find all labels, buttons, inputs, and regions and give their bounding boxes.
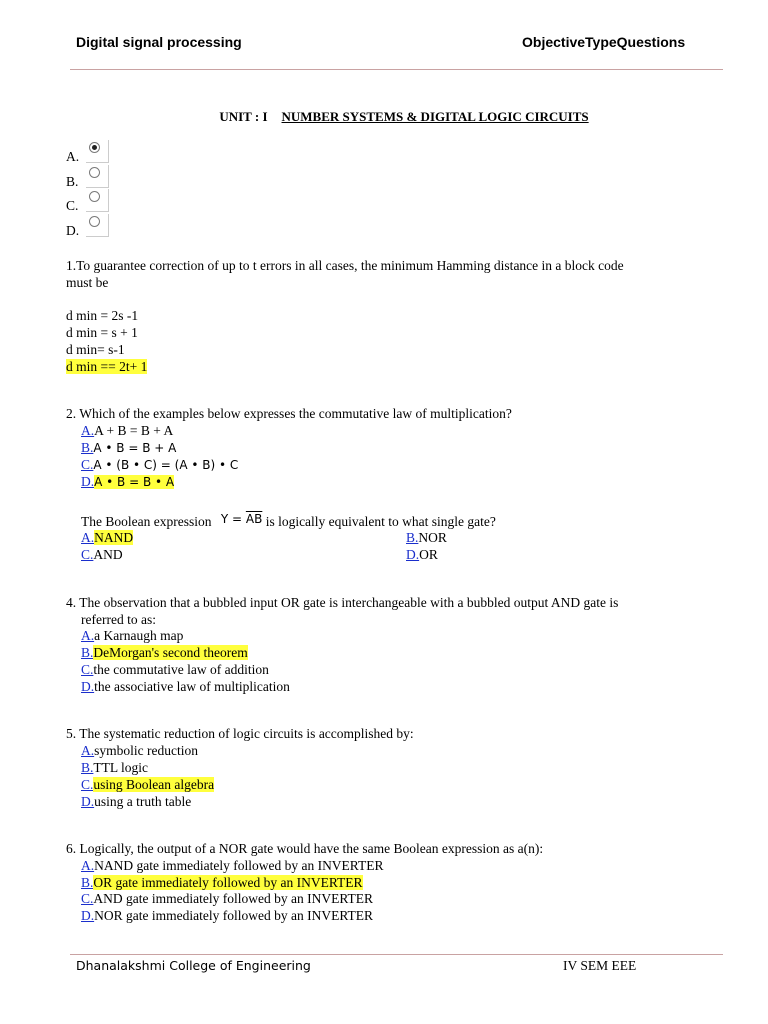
question-4-option-b [81,644,248,661]
question-4-option-c [81,661,269,678]
option-text: using a truth table [94,794,192,809]
option-text: the commutative law of addition [93,662,269,677]
option-text: NOR gate immediately followed by an INVERTER [94,908,374,923]
option-link-b[interactable]: B. [81,760,94,775]
header-rule [70,69,723,70]
option-link-a[interactable]: A. [81,423,95,438]
radio-label-c: C. [66,198,79,213]
unit-title [0,109,768,125]
option-link-b[interactable]: B. [81,440,94,455]
question-1-answer-text: d min == 2t+ 1 [66,359,148,374]
option-link-c[interactable]: C. [81,547,94,562]
question-4-text-cont: referred to as: [81,612,156,627]
unit-label: UNIT : I [219,109,268,124]
option-link-b[interactable]: B. [81,875,94,890]
question-1-option: d min= s-1 [66,342,125,357]
option-link-b[interactable]: B. [81,645,94,660]
header-subtitle: ObjectiveTypeQuestions [522,34,686,50]
question-1-option: d min = s + 1 [66,325,138,340]
question-2-option-a [81,422,173,439]
footer-college: Dhanalakshmi College of Engineering [76,958,311,973]
question-5-option-c [81,776,214,793]
header-title: Digital signal processing [76,34,242,50]
option-link-a[interactable]: A. [81,743,95,758]
expression-overbar: $\overline{AB}$ [245,512,263,526]
question-6-text: 6. Logically, the output of a NOR gate would have the same Boolean expression as a(n): [66,841,544,856]
radio-button-b[interactable] [86,165,109,188]
option-link-a[interactable]: A. [81,530,95,545]
option-text: NOR [418,530,447,545]
option-text: a Karnaugh map [94,628,184,643]
question-3-option-a [81,529,133,546]
question-3-option-b [406,529,447,546]
option-text-answer: using Boolean algebra [93,777,215,792]
option-text: NAND gate immediately followed by an INVERTER [94,858,384,873]
option-link-d[interactable]: D. [81,474,95,489]
option-text: A • B = B + A [93,441,177,455]
option-text-answer: A • B = B • A [94,475,175,489]
question-4-text: 4. The observation that a bubbled input OR gate is interchangeable with a bubbled output AND gate is [66,595,619,610]
option-link-c[interactable]: C. [81,662,94,677]
question-1-option: d min = 2s -1 [66,308,139,323]
option-link-d[interactable]: D. [81,908,95,923]
radio-button-c[interactable] [86,189,109,212]
option-text: symbolic reduction [94,743,198,758]
question-3-option-d [406,546,438,563]
radio-button-a[interactable] [86,140,109,163]
option-text: A + B = B + A [94,423,174,438]
question-2-option-c [81,456,238,474]
question-5-text: 5. The systematic reduction of logic circuits is accomplished by: [66,726,414,741]
radio-label-b: B. [66,174,79,189]
boolean-expression [221,512,262,526]
option-text: OR [419,547,438,562]
question-5-option-b [81,759,148,776]
unit-heading: NUMBER SYSTEMS & DIGITAL LOGIC CIRCUITS [281,109,589,124]
option-link-d[interactable]: D. [81,679,95,694]
option-text: the associative law of multiplication [94,679,290,694]
expression-lhs: Y = [220,512,246,526]
option-link-c[interactable]: C. [81,891,94,906]
question-5-option-d [81,793,191,810]
question-3-option-c [81,546,123,563]
question-6-option-d [81,907,373,924]
option-text-answer: NAND [94,530,134,545]
question-2-option-d [81,473,174,491]
option-text: TTL logic [93,760,148,775]
radio-label-d: D. [66,223,80,238]
question-1-text: 1.To guarantee correction of up to t errors in all cases, the minimum Hamming distance in a block code [66,258,624,273]
question-6-option-a [81,857,384,874]
option-text: A • (B • C) = (A • B) • C [93,458,239,472]
option-link-b[interactable]: B. [406,530,419,545]
radio-button-d[interactable] [86,214,109,237]
radio-selected-dot [92,145,97,150]
question-6-option-b [81,874,363,891]
footer-rule [70,954,723,955]
option-link-c[interactable]: C. [81,777,94,792]
question-1-text-cont: must be [66,275,109,290]
question-6-option-c [81,890,373,907]
option-link-d[interactable]: D. [406,547,420,562]
option-text-answer: OR gate immediately followed by an INVERTER [93,875,363,890]
question-2-text: 2. Which of the examples below expresses the commutative law of multiplication? [66,406,512,421]
question-3-text-before: The Boolean expression [81,514,212,529]
radio-label-a: A. [66,149,80,164]
option-text: AND [93,547,123,562]
question-4-option-d [81,678,290,695]
option-text-answer: DeMorgan's second theorem [93,645,248,660]
question-5-option-a [81,742,198,759]
option-text: AND gate immediately followed by an INVERTER [93,891,374,906]
option-link-a[interactable]: A. [81,858,95,873]
question-4-option-a [81,627,183,644]
question-3-text-after: is logically equivalent to what single gate? [265,514,496,529]
question-2-option-b [81,439,176,457]
footer-semester: IV SEM EEE [563,958,637,973]
option-link-d[interactable]: D. [81,794,95,809]
option-link-a[interactable]: A. [81,628,95,643]
option-link-c[interactable]: C. [81,457,94,472]
question-1-answer [66,358,147,375]
